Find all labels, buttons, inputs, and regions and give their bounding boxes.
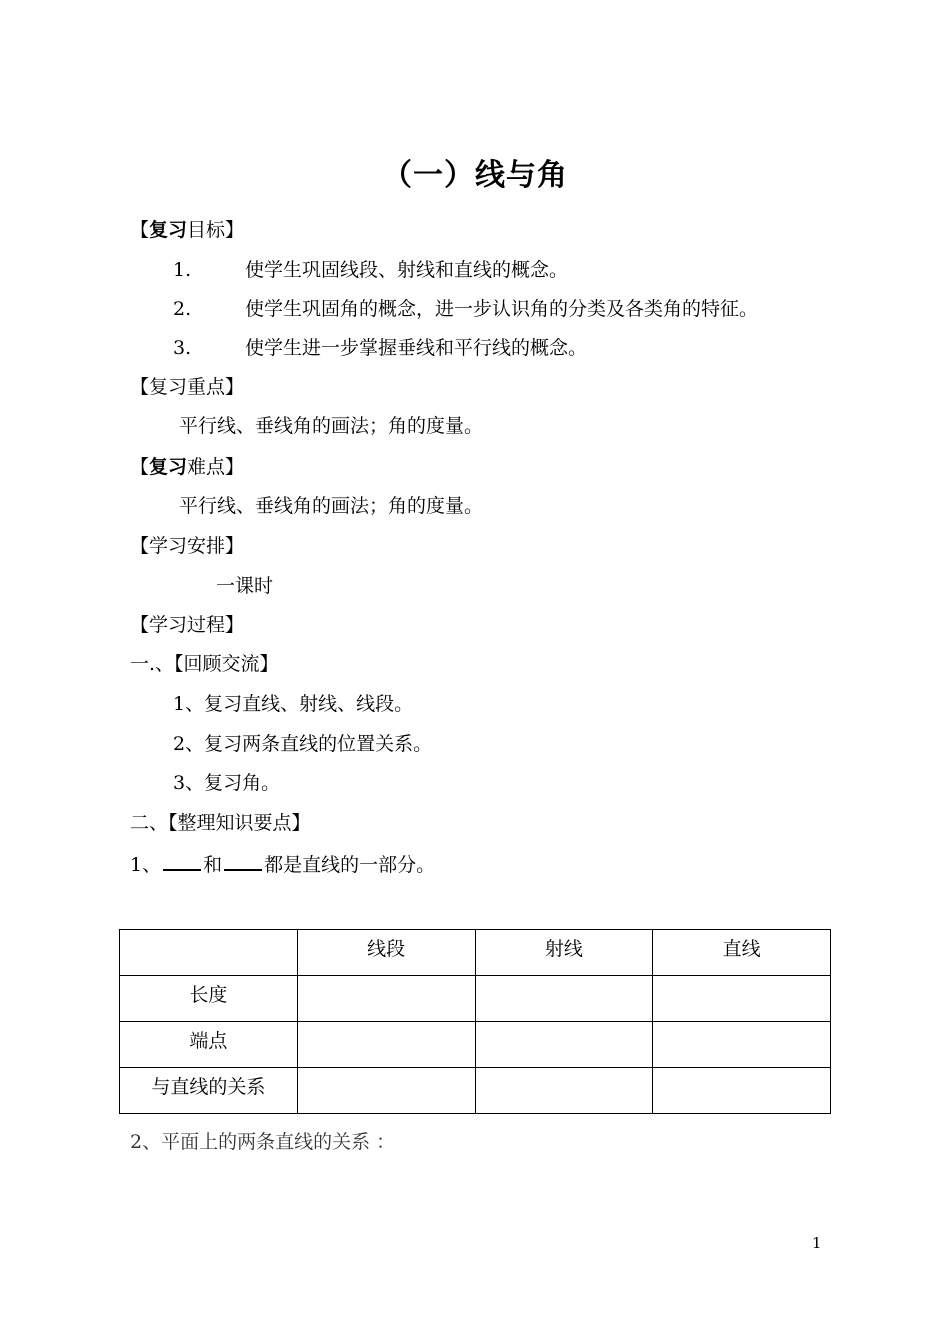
section-knowledge-heading: 二、【整理知识要点】 bbox=[130, 812, 311, 834]
arrangement-text: 一课时 bbox=[216, 575, 274, 597]
bracket-open: 【 bbox=[130, 219, 150, 241]
table-cell[interactable] bbox=[297, 1022, 475, 1068]
difficulties-text: 平行线、垂线角的画法；角的度量。 bbox=[179, 495, 484, 517]
key-points-text: 平行线、垂线角的画法；角的度量。 bbox=[179, 415, 484, 437]
table-cell[interactable] bbox=[653, 1068, 831, 1114]
table-header-cell bbox=[120, 930, 298, 976]
review-item-2: 2、复习两条直线的位置关系。 bbox=[173, 733, 433, 755]
page-number: 1 bbox=[812, 1234, 822, 1252]
table-cell[interactable] bbox=[653, 976, 831, 1022]
table-cell[interactable] bbox=[297, 976, 475, 1022]
bracket-open: 【 bbox=[130, 456, 150, 478]
table-row-label: 长度 bbox=[120, 976, 298, 1022]
table-header-cell: 直线 bbox=[653, 930, 831, 976]
key-points-heading: 【复习重点】 bbox=[130, 376, 245, 398]
fill-blank-1[interactable] bbox=[163, 851, 201, 871]
page-title: （一）线与角 bbox=[382, 158, 568, 193]
goal-item-2-number: 2. bbox=[173, 298, 192, 320]
goal-item-1-number: 1. bbox=[173, 259, 192, 281]
review-item-1: 1、复习直线、射线、线段。 bbox=[173, 693, 414, 715]
table-row bbox=[120, 1022, 831, 1068]
heading-rest-part: 目标】 bbox=[187, 219, 245, 241]
table-cell[interactable] bbox=[297, 1068, 475, 1114]
question-1-prefix: 1、 bbox=[130, 854, 162, 876]
table-row-label: 端点 bbox=[120, 1022, 298, 1068]
table-cell[interactable] bbox=[475, 976, 653, 1022]
table-row-label: 与直线的关系 bbox=[120, 1068, 298, 1114]
goal-item-3-text: 使学生进一步掌握垂线和平行线的概念。 bbox=[245, 337, 588, 359]
goal-item-2-text: 使学生巩固角的概念，进一步认识角的分类及各类角的特征。 bbox=[245, 298, 759, 320]
difficulties-heading bbox=[130, 455, 244, 479]
section-review-heading: 一.、【回顾交流】 bbox=[130, 653, 279, 675]
table-row bbox=[120, 976, 831, 1022]
table-cell[interactable] bbox=[653, 1022, 831, 1068]
table-header-cell: 射线 bbox=[475, 930, 653, 976]
goal-item-3-number: 3. bbox=[173, 337, 192, 359]
table-header-cell: 线段 bbox=[297, 930, 475, 976]
question-1-mid: 和 bbox=[203, 854, 223, 876]
fill-blank-2[interactable] bbox=[224, 851, 262, 871]
question-1 bbox=[130, 851, 435, 877]
goal-item-1-text: 使学生巩固线段、射线和直线的概念。 bbox=[245, 259, 569, 281]
table-cell[interactable] bbox=[475, 1022, 653, 1068]
heading-bold-part: 复习 bbox=[149, 456, 188, 478]
table-header-row bbox=[120, 930, 831, 976]
question-1-suffix: 都是直线的一部分。 bbox=[264, 854, 436, 876]
heading-bold-part: 复习 bbox=[149, 219, 188, 241]
question-2: 2、平面上的两条直线的关系 ： bbox=[130, 1131, 396, 1153]
goals-heading bbox=[130, 218, 244, 242]
table-cell[interactable] bbox=[475, 1068, 653, 1114]
process-heading: 【学习过程】 bbox=[130, 614, 245, 636]
arrangement-heading: 【学习安排】 bbox=[130, 535, 245, 557]
review-item-3: 3、复习角。 bbox=[173, 772, 281, 794]
lines-comparison-table bbox=[119, 929, 831, 1114]
table-row bbox=[120, 1068, 831, 1114]
heading-rest-part: 难点】 bbox=[187, 456, 245, 478]
